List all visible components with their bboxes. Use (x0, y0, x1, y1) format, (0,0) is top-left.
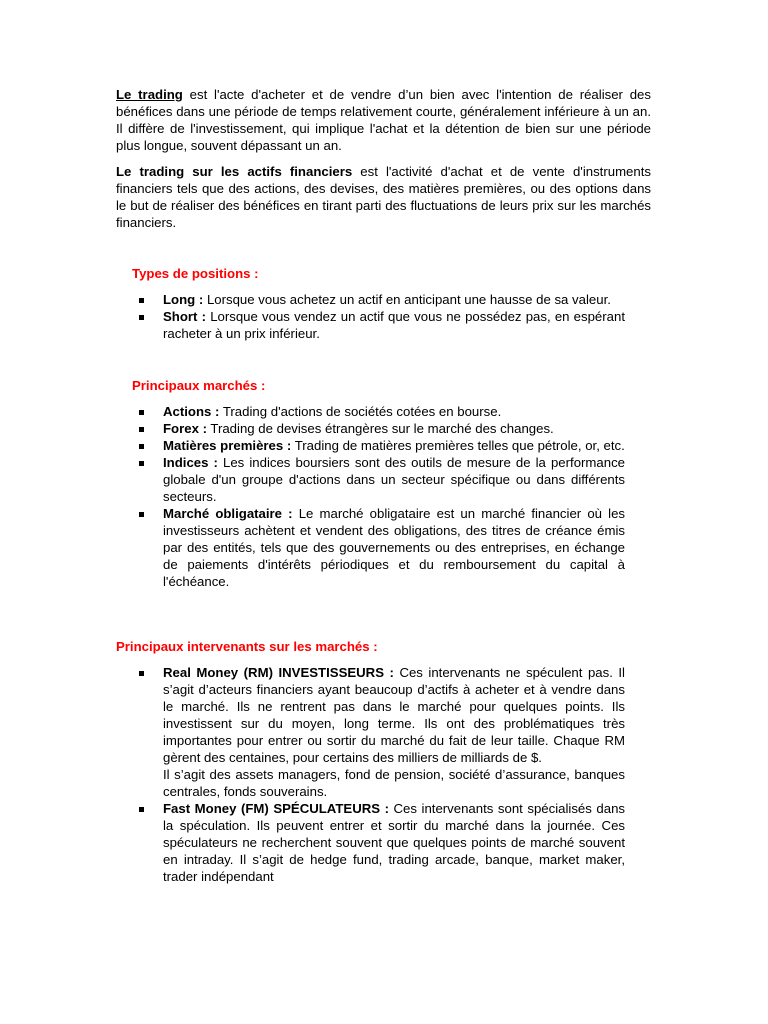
intro-paragraph-trading-text: est l'acte d'acheter et de vendre d’un bien avec l'intention de réaliser des bénéfices dans une période de temps relativement courte, généralement inférieure à un an. Il diffère de l'investissement, qui implique l'achat et la détention de bien sur une période plus longue, souvent dépassant un an. (116, 87, 651, 153)
bullet-square-icon (139, 410, 144, 415)
bullet-square-icon (139, 807, 144, 812)
item-text: Les indices boursiers sont des outils de mesure de la performance globale d'un groupe d'actions dans un secteur spécifique ou dans différents secteurs. (163, 455, 625, 504)
item-term: Short : (163, 309, 207, 324)
bullet-square-icon (139, 671, 144, 676)
list-item (136, 308, 625, 342)
term-le-trading: Le trading (116, 87, 183, 102)
bullet-square-icon (139, 444, 144, 449)
item-text: Ces intervenants sont spécialisés dans la spéculation. Ils peuvent entrer et sortir du marché dans la journée. Ces spéculateurs ne recherchent souvent que quelques points de marché souvent en intraday. Il s’agit de hedge fund, trading arcade, banque, market maker, trader indépendant (163, 801, 625, 884)
item-text: Ces intervenants ne spéculent pas. Il s’agit d’acteurs financiers ayant beaucoup d’actifs à acheter et à vendre dans le marché. Ils ne rentrent pas dans le marché pour quelques points. Ils investissent sur du moyen, long terme. Ils ont des problématiques très importantes pour entrer ou sortir du marché du fait de leur taille. Chaque RM gèrent des centaines, pour certains des milliers de milliards de $. (163, 665, 625, 765)
item-term: Actions : (163, 404, 220, 419)
list-item (136, 403, 625, 420)
bullet-square-icon (139, 427, 144, 432)
item-term: Matières premières : (163, 438, 292, 453)
item-term: Real Money (RM) INVESTISSEURS : (163, 665, 394, 680)
bullet-square-icon (139, 461, 144, 466)
item-term: Indices : (163, 455, 218, 470)
intro-paragraph-actifs (116, 163, 651, 231)
item-term: Fast Money (FM) SPÉCULATEURS : (163, 801, 389, 816)
heading-types-positions: Types de positions : (132, 266, 259, 281)
item-text-continuation: Il s’agit des assets managers, fond de pension, société d’assurance, banques centrales, fonds souverains. (163, 767, 625, 799)
item-text: Trading de devises étrangères sur le marché des changes. (206, 421, 554, 436)
list-item (136, 420, 625, 437)
item-text: Le marché obligataire est un marché financier où les investisseurs achètent et vendent des obligations, des titres de créance émis par des entités, tels que des gouvernements ou des entreprises, en échange de paiements d'intérêts périodiques et du remboursement du capital à l'échéance. (163, 506, 625, 589)
item-text: Trading de matières premières telles que pétrole, or, etc. (291, 438, 625, 453)
bullet-square-icon (139, 512, 144, 517)
list-item (136, 437, 625, 454)
item-text: Lorsque vous achetez un actif en anticipant une hausse de sa valeur. (203, 292, 611, 307)
intro-paragraph-trading (116, 86, 651, 154)
actors-list (136, 664, 625, 885)
heading-principaux-marches: Principaux marchés : (132, 378, 266, 393)
list-item (136, 454, 625, 505)
bullet-square-icon (139, 298, 144, 303)
list-item (136, 291, 625, 308)
item-term: Forex : (163, 421, 207, 436)
bullet-square-icon (139, 315, 144, 320)
heading-principaux-intervenants: Principaux intervenants sur les marchés : (116, 639, 378, 654)
markets-list (136, 403, 625, 590)
list-item (136, 664, 625, 800)
item-text: Lorsque vous vendez un actif que vous ne possédez pas, en espérant racheter à un prix inférieur. (163, 309, 625, 341)
item-term: Marché obligataire : (163, 506, 293, 521)
list-item (136, 505, 625, 590)
item-term: Long : (163, 292, 204, 307)
intro-paragraph-actifs-text: est l'activité d'achat et de vente d'instruments financiers tels que des actions, des devises, des matières premières, ou des options dans le but de réaliser des bénéfices en tirant parti des fluctuations de leurs prix sur les marchés financiers. (116, 164, 651, 230)
term-trading-actifs: Le trading sur les actifs financiers (116, 164, 353, 179)
item-text: Trading d'actions de sociétés cotées en bourse. (219, 404, 502, 419)
list-item (136, 800, 625, 885)
positions-list (136, 291, 625, 342)
